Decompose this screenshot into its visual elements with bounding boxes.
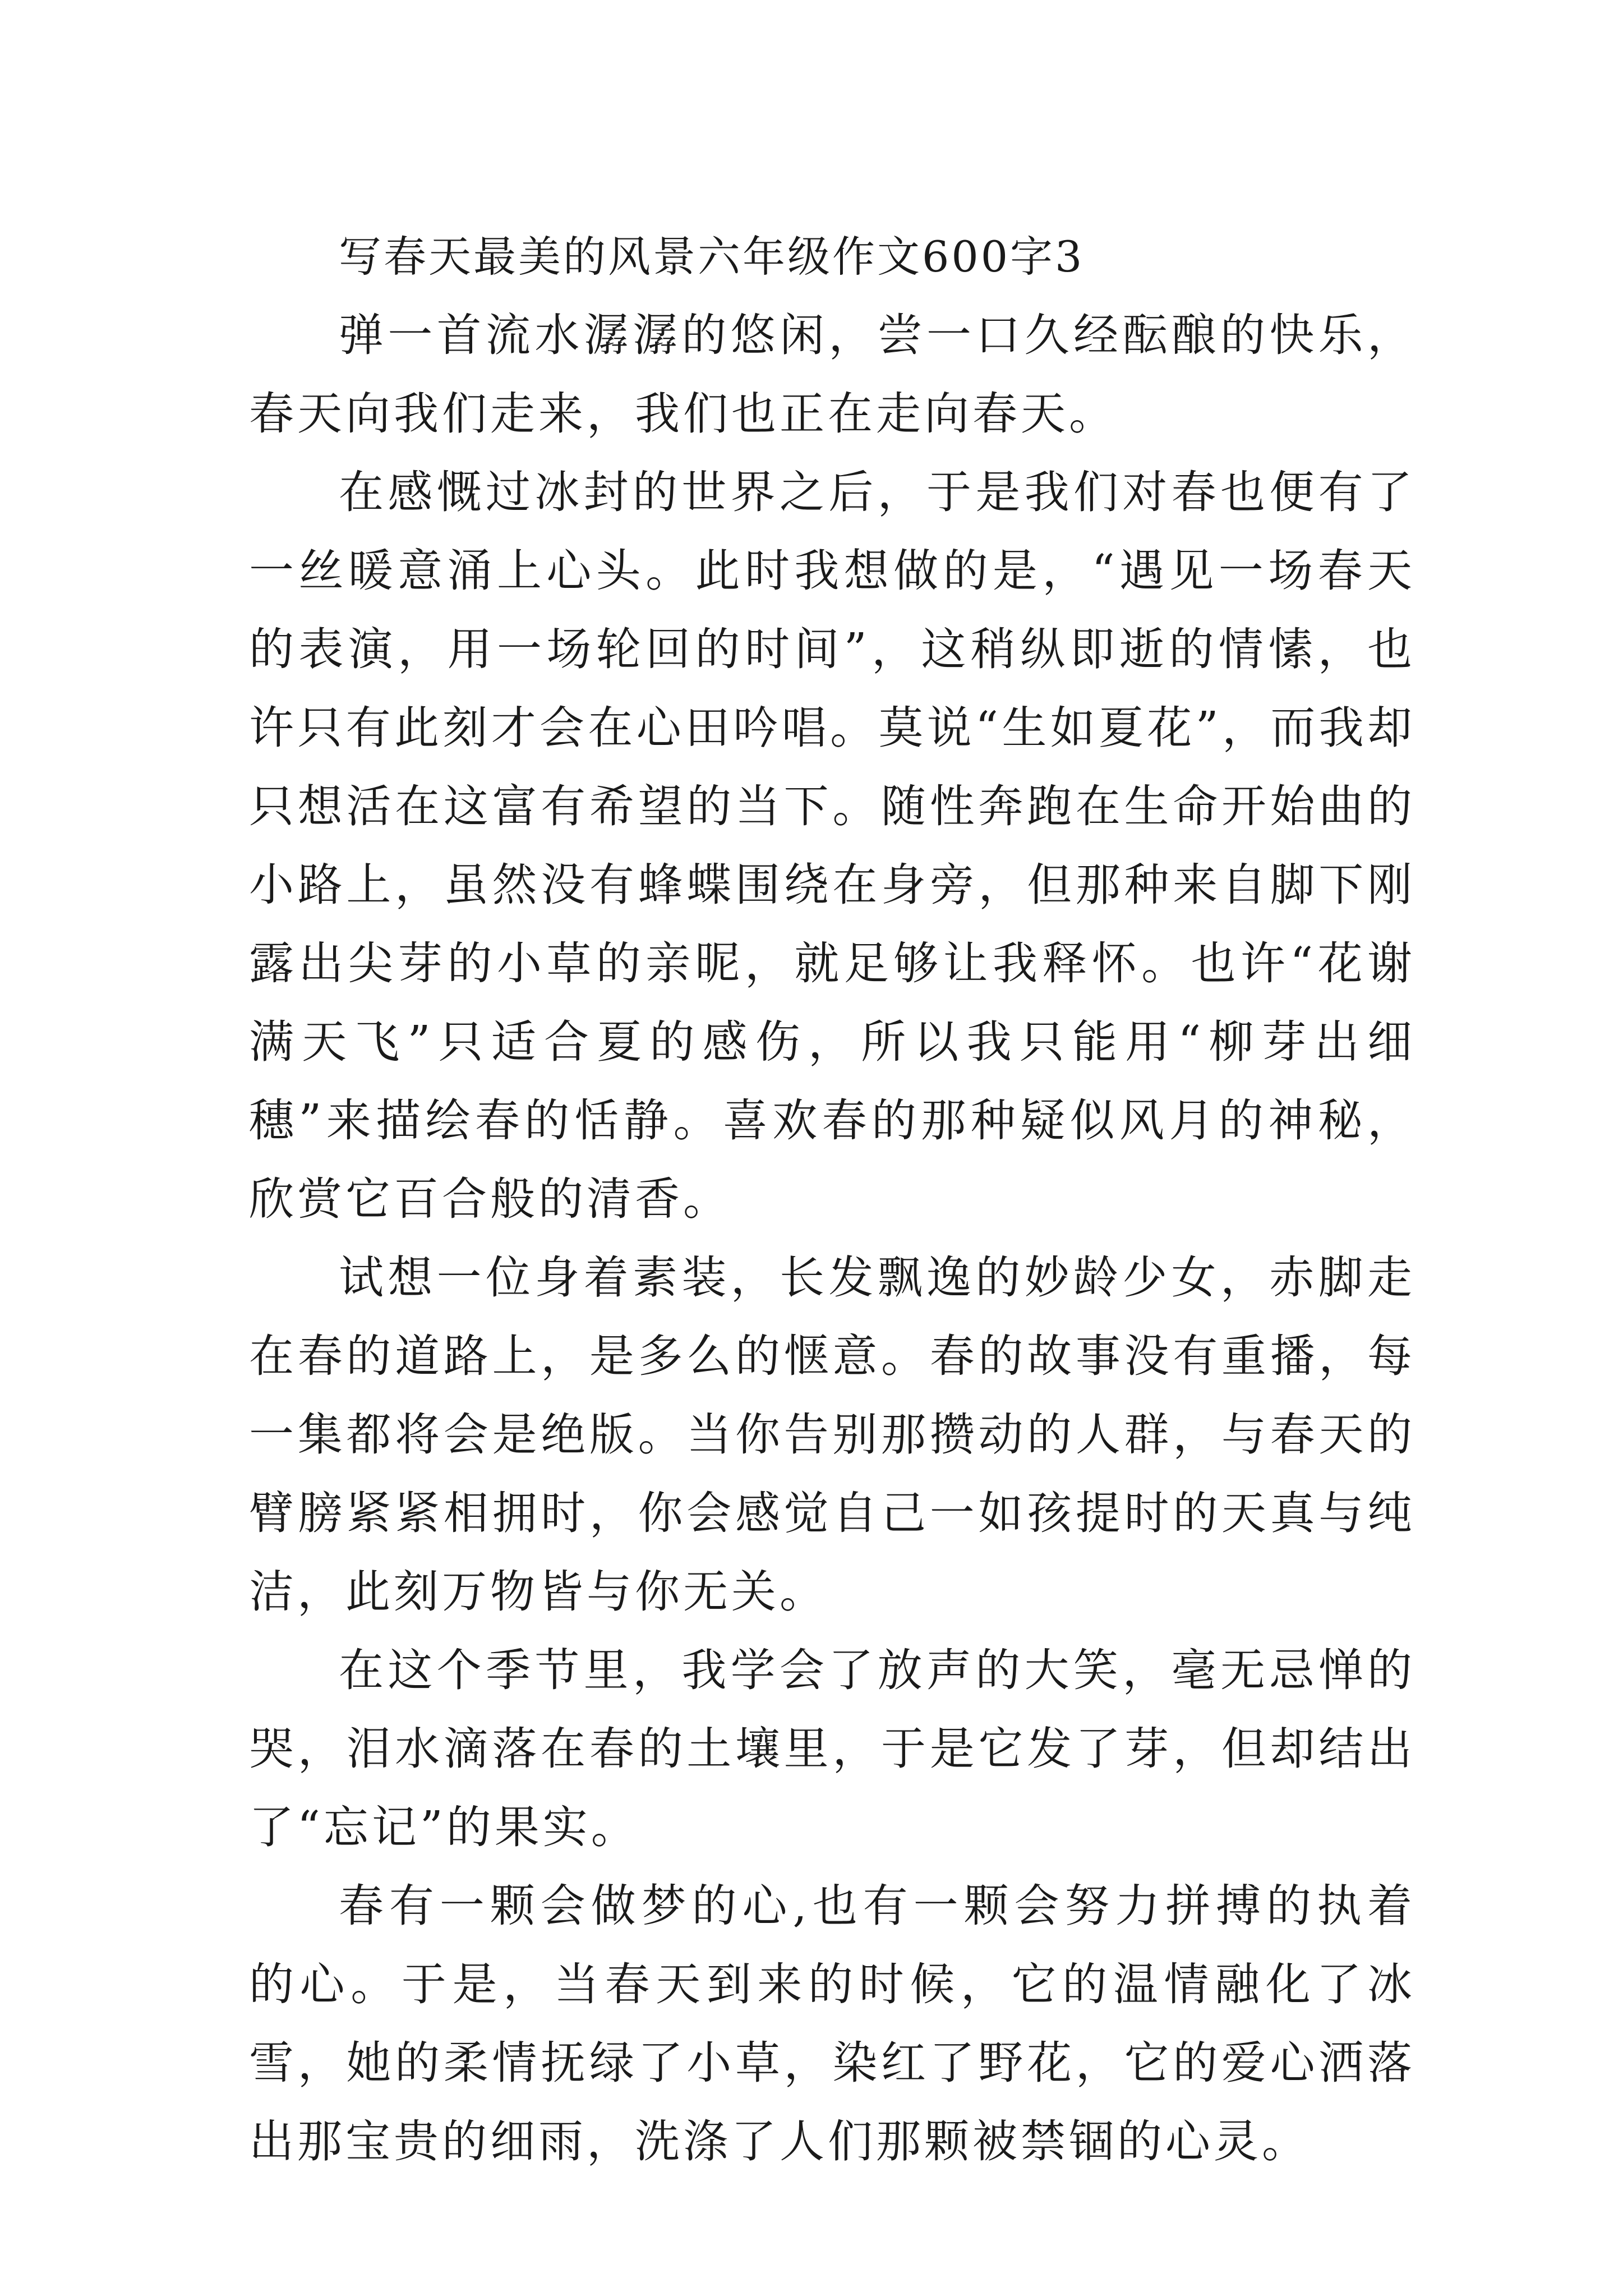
paragraph-1: 弹一首流水潺潺的悠闲，尝一口久经酝酿的快乐，春天向我们走来，我们也正在走向春天。 bbox=[249, 309, 1415, 440]
essay-body bbox=[249, 218, 1415, 2181]
paragraph-4: 在这个季节里，我学会了放声的大笑，毫无忌惮的哭，泪水滴落在春的土壤里，于是它发了芽，但却结出了“忘记”的果实。 bbox=[249, 1644, 1415, 1853]
paragraph-5: 春有一颗会做梦的心,也有一颗会努力拼搏的执着的心。于是，当春天到来的时候，它的温情融化了冰雪，她的柔情抚绿了小草，染红了野花，它的爱心洒落出那宝贵的细雨，洗涤了人们那颗被禁锢的心灵。 bbox=[249, 1880, 1415, 2168]
paragraph-3: 试想一位身着素装，长发飘逸的妙龄少女，赤脚走在春的道路上，是多么的惬意。春的故事没有重播，每一集都将会是绝版。当你告别那攒动的人群，与春天的臂膀紧紧相拥时，你会感觉自己一如孩提时的天真与纯洁，此刻万物皆与你无关。 bbox=[249, 1251, 1415, 1618]
essay-title: 写春天最美的风景六年级作文600字3 bbox=[339, 232, 1085, 282]
paragraph-2: 在感慨过冰封的世界之后，于是我们对春也便有了一丝暖意涌上心头。此时我想做的是，“遇见一场春天的表演，用一场轮回的时间”，这稍纵即逝的情愫，也许只有此刻才会在心田吟唱。莫说“生如夏花”，而我却只想活在这富有希望的当下。随性奔跑在生命开始曲的小路上，虽然没有蜂蝶围绕在身旁，但那种来自脚下刚露出尖芽的小草的亲昵，就足够让我释怀。也许“花谢满天飞”只适合夏的感伤，所以我只能用“柳芽出细穗”来描绘春的恬静。喜欢春的那种疑似风月的神秘，欣赏它百合般的清香。 bbox=[249, 466, 1415, 1225]
